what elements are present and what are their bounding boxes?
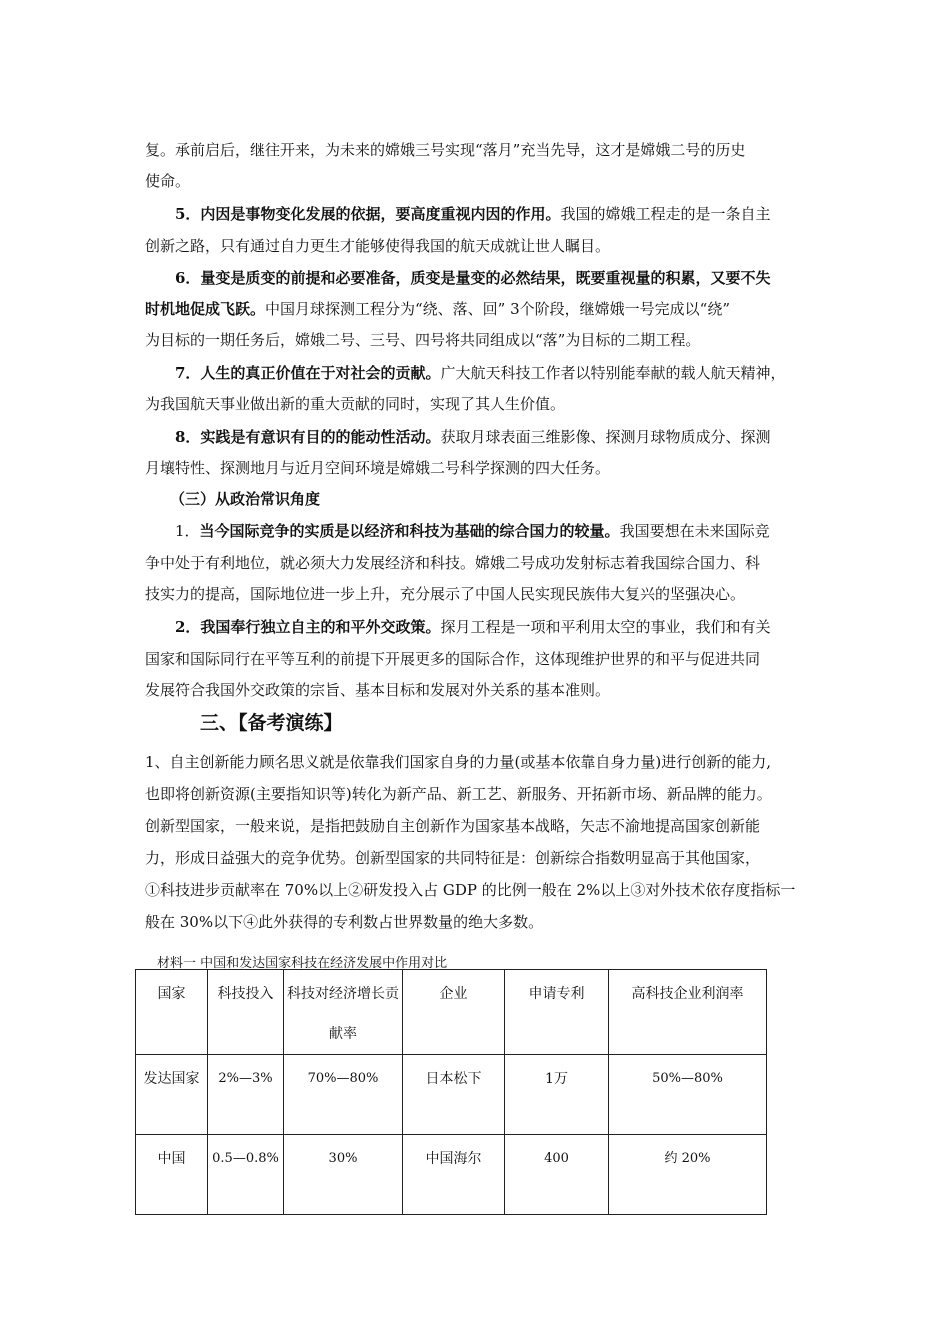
point-6-title: 6．量变是质变的前提和必要准备，质变是量变的必然结果，既要重视量的积累，又要不失: [175, 269, 771, 287]
paragraph-line: 争中处于有利地位，就必须大力发展经济和科技。嫦娥二号成功发射标志着我国综合国力、科: [145, 554, 761, 572]
table-cell: 50%—80%: [609, 1055, 767, 1135]
table-cell: 70%—80%: [284, 1055, 403, 1135]
paragraph-line: 国家和国际同行在平等互利的前提下开展更多的国际合作，这体现维护世界的和平与促进共同: [145, 650, 761, 668]
point-7-text: 广大航天科技工作者以特别能奉献的载人航天精神，: [440, 364, 786, 382]
point-8: [175, 427, 770, 447]
point-5-title: 5．内因是事物变化发展的依据，要高度重视内因的作用。: [175, 205, 561, 223]
politics-point-1-title: 当今国际竞争的实质是以经济和科技为基础的综合国力的较量。: [199, 522, 620, 540]
paragraph-line: 发展符合我国外交政策的宗旨、基本目标和发展对外关系的基本准则。: [145, 681, 611, 699]
table-row: [136, 1055, 767, 1135]
paragraph-line: 为我国航天事业做出新的重大贡献的同时，实现了其人生价值。: [145, 395, 566, 413]
exercise-line: 创新型国家，一般来说，是指把鼓励自主创新作为国家基本战略，矢志不渝地提高国家创新能: [145, 817, 761, 835]
exercise-line: 也即将创新资源(主要指知识等)转化为新产品、新工艺、新服务、开拓新市场、新品牌的能力。: [145, 785, 772, 803]
point-8-text: 获取月球表面三维影像、探测月球物质成分、探测: [440, 428, 771, 446]
point-6-text: 中国月球探测工程分为“绕、落、回” 3个阶段，继嫦娥一号完成以“绕”: [265, 300, 731, 318]
table-cell: 中国海尔: [403, 1135, 505, 1215]
table-cell: 中国: [136, 1135, 208, 1215]
table-cell: 发达国家: [136, 1055, 208, 1135]
politics-point-1: [175, 521, 770, 541]
practice-heading: 三、【备考演练】: [200, 712, 343, 734]
section-heading: （三）从政治常识角度: [170, 490, 321, 508]
exercise-line: ①科技进步贡献率在 70%以上②研发投入占 GDP 的比例一般在 2%以上③对外技术依存度指标一: [145, 881, 796, 899]
table-cell: 2%—3%: [208, 1055, 284, 1135]
politics-point-1-num: 1．: [175, 522, 200, 540]
point-6-line: [145, 299, 730, 319]
header-cell: 高科技企业利润率: [609, 970, 767, 1055]
paragraph-line: 创新之路，只有通过自力更生才能够使得我国的航天成就让世人瞩目。: [145, 237, 611, 255]
point-7: [175, 363, 785, 383]
header-cell: 企业: [403, 970, 505, 1055]
table-row: [136, 1135, 767, 1215]
table-cell: 约 20%: [609, 1135, 767, 1215]
paragraph-line: 使命。: [145, 172, 191, 190]
exercise-line: 1、自主创新能力顾名思义就是依靠我们国家自身的力量(或基本依靠自身力量)进行创新的能力,: [145, 753, 772, 771]
table-caption: 材料一 中国和发达国家科技在经济发展中作用对比: [157, 956, 448, 971]
point-7-title: 7．人生的真正价值在于对社会的贡献。: [175, 364, 441, 382]
table-cell: 30%: [284, 1135, 403, 1215]
table-cell: 1万: [505, 1055, 609, 1135]
comparison-table: [135, 969, 767, 1215]
point-5: [175, 204, 770, 224]
table-header-row: [136, 970, 767, 1055]
paragraph-line: 复。承前启后，继往开来，为未来的嫦娥三号实现“落月”充当先导，这才是嫦娥二号的历史: [145, 141, 746, 159]
paragraph-line: 技实力的提高，国际地位进一步上升，充分展示了中国人民实现民族伟大复兴的坚强决心。: [145, 585, 746, 603]
header-cell: 申请专利: [505, 970, 609, 1055]
paragraph-line: 为目标的一期任务后，嫦娥二号、三号、四号将共同组成以“落”为目标的二期工程。: [145, 331, 701, 349]
politics-point-2: [175, 617, 770, 637]
politics-point-2-text: 探月工程是一项和平利用太空的事业，我们和有关: [440, 618, 771, 636]
paragraph-line: 月壤特性、探测地月与近月空间环境是嫦娥二号科学探测的四大任务。: [145, 459, 611, 477]
politics-point-2-title: 2．我国奉行独立自主的和平外交政策。: [175, 618, 441, 636]
point-8-title: 8．实践是有意识有目的的能动性活动。: [175, 428, 441, 446]
table-cell: 400: [505, 1135, 609, 1215]
table-cell: 0.5—0.8%: [208, 1135, 284, 1215]
point-6-title-cont: 时机地促成飞跃。: [145, 300, 266, 318]
point-5-text: 我国的嫦娥工程走的是一条自主: [560, 205, 771, 223]
exercise-line: 般在 30%以下④此外获得的专利数占世界数量的绝大多数。: [145, 913, 544, 931]
header-cell: 科技投入: [208, 970, 284, 1055]
header-cell: 国家: [136, 970, 208, 1055]
header-cell: 科技对经济增长贡献率: [284, 970, 403, 1055]
table-cell: 日本松下: [403, 1055, 505, 1135]
politics-point-1-text: 我国要想在未来国际竞: [619, 522, 770, 540]
exercise-line: 力，形成日益强大的竞争优势。创新型国家的共同特征是：创新综合指数明显高于其他国家，: [145, 849, 761, 867]
